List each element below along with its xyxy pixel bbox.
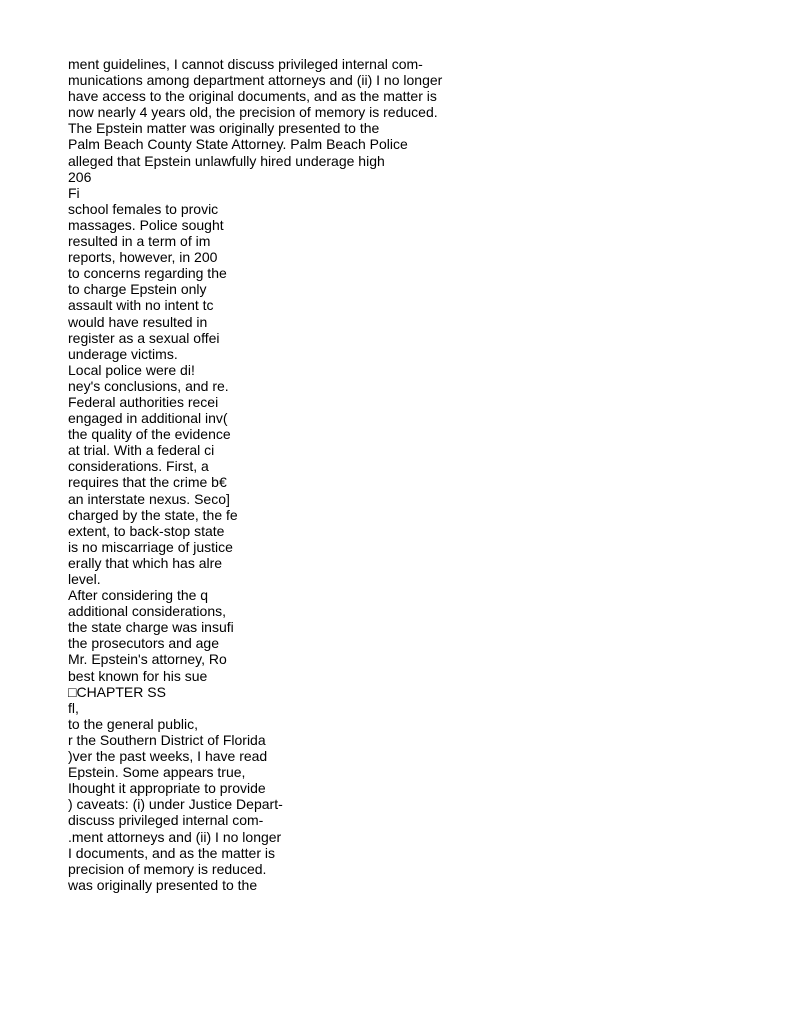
- text-line: to the general public,: [68, 715, 198, 732]
- text-line: now nearly 4 years old, the precision of memory is reduced.: [68, 104, 438, 121]
- text-line: engaged in additional inv(: [68, 410, 228, 427]
- text-line: at trial. With a federal ci: [68, 442, 215, 459]
- text-line: was originally presented to the: [68, 876, 258, 893]
- text-line: resulted in a term of im: [68, 233, 211, 250]
- text-line: )ver the past weeks, I have read: [68, 748, 268, 765]
- text-line: □CHAPTER SS: [68, 683, 166, 700]
- text-line: erally that which has alre: [68, 554, 223, 571]
- text-line: considerations. First, a: [68, 458, 209, 475]
- text-line: ment guidelines, I cannot discuss privileged internal com-: [68, 56, 423, 72]
- text-line: ) caveats: (i) under Justice Depart-: [68, 796, 283, 813]
- text-line: extent, to back-stop state: [68, 522, 225, 539]
- text-line: charged by the state, the fe: [68, 506, 238, 523]
- text-line: additional considerations,: [68, 603, 226, 620]
- text-line: underage victims.: [68, 345, 178, 362]
- text-line: the quality of the evidence: [68, 426, 231, 443]
- text-line: ney's conclusions, and re.: [68, 377, 229, 394]
- text-line: the state charge was insufi: [68, 619, 234, 636]
- text-line: Palm Beach County State Attorney. Palm Beach Police: [68, 136, 408, 153]
- text-line: .ment attorneys and (ii) I no longer: [68, 828, 282, 845]
- text-line: massages. Police sought: [68, 216, 224, 233]
- text-line: Ihought it appropriate to provide: [68, 780, 266, 797]
- text-line: After considering the q: [68, 587, 209, 604]
- text-line: munications among department attorneys and (ii) I no longer: [68, 72, 443, 89]
- text-line: is no miscarriage of justice: [68, 538, 233, 555]
- text-line: discuss privileged internal com-: [68, 812, 264, 829]
- document-text: [68, 56, 768, 893]
- text-line: Local police were di!: [68, 361, 195, 378]
- text-line: to concerns regarding the: [68, 265, 227, 282]
- text-line: would have resulted in: [68, 313, 208, 330]
- text-line: reports, however, in 200: [68, 249, 218, 266]
- text-line: alleged that Epstein unlawfully hired underage high: [68, 152, 385, 169]
- text-line: requires that the crime b€: [68, 474, 227, 491]
- text-line: Federal authorities recei: [68, 393, 219, 410]
- text-line: an interstate nexus. Seco]: [68, 490, 230, 507]
- text-line: I documents, and as the matter is: [68, 844, 275, 861]
- text-line: precision of memory is reduced.: [68, 860, 267, 877]
- text-line: 206: [68, 168, 92, 185]
- text-line: r the Southern District of Florida: [68, 731, 266, 748]
- text-line: best known for his sue: [68, 667, 208, 684]
- text-line: The Epstein matter was originally presented to the: [68, 120, 380, 137]
- text-line: the prosecutors and age: [68, 635, 219, 652]
- text-line: to charge Epstein only: [68, 281, 207, 298]
- text-line: Epstein. Some appears true,: [68, 764, 246, 781]
- text-line: fl,: [68, 699, 79, 716]
- text-line: school females to provic: [68, 200, 219, 217]
- text-line: assault with no intent tc: [68, 297, 214, 314]
- text-line: Fi: [68, 184, 80, 201]
- text-line: have access to the original documents, and as the matter is: [68, 88, 437, 105]
- text-line: register as a sexual offei: [68, 329, 220, 346]
- text-line: level.: [68, 571, 101, 587]
- text-line: Mr. Epstein's attorney, Ro: [68, 651, 227, 668]
